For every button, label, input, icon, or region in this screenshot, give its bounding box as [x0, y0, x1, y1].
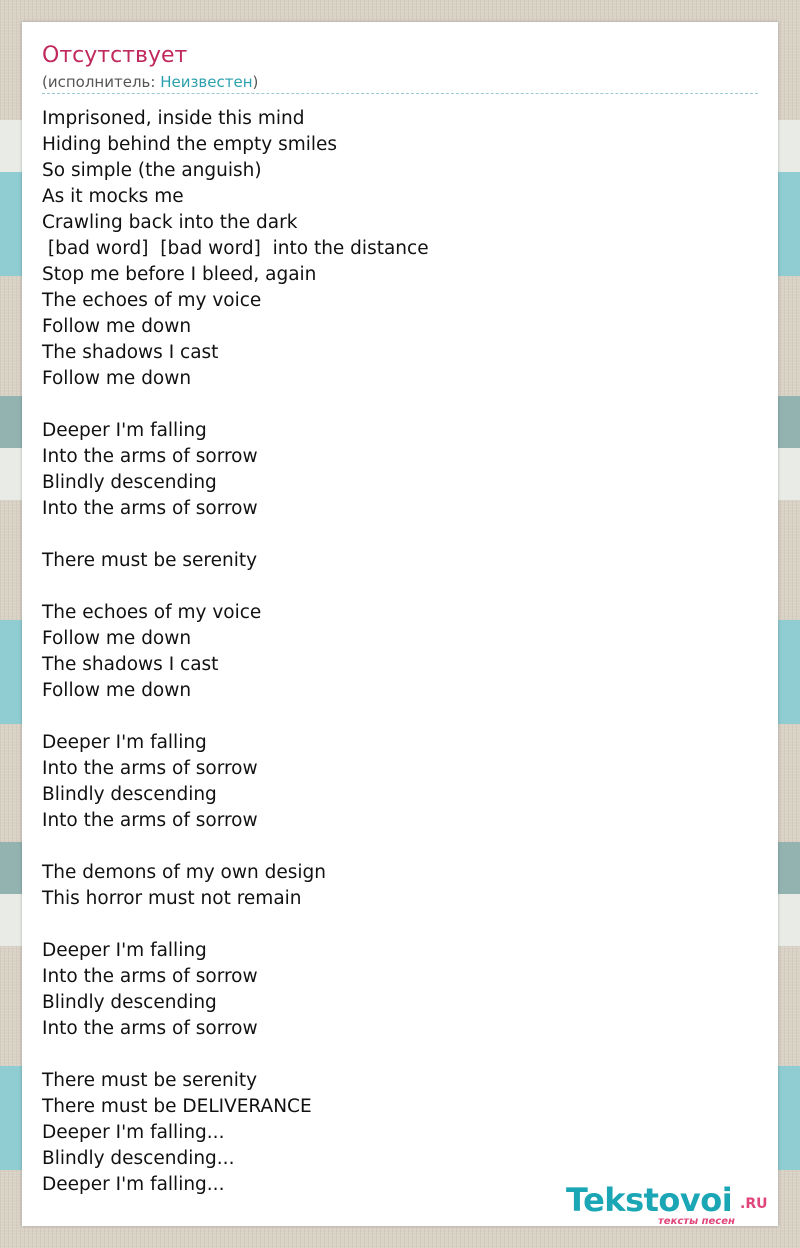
lyric-line: Deeper I'm falling [42, 940, 207, 961]
lyric-line: Into the arms of sorrow [42, 810, 258, 831]
lyric-line: The demons of my own design [42, 862, 326, 883]
lyrics-card [22, 22, 778, 1226]
lyric-line: Crawling back into the dark [42, 212, 298, 233]
lyric-line [42, 912, 758, 938]
artist-link[interactable]: Неизвестен [160, 73, 253, 91]
lyric-line: Into the arms of sorrow [42, 758, 258, 779]
lyric-line [42, 1042, 758, 1068]
lyric-line: Into the arms of sorrow [42, 1018, 258, 1039]
artist-line [42, 72, 258, 92]
lyrics-text [42, 106, 758, 1198]
lyric-line: Follow me down [42, 628, 192, 649]
lyric-line: Follow me down [42, 680, 192, 701]
lyric-line: Into the arms of sorrow [42, 446, 258, 467]
lyric-line: Stop me before I bleed, again [42, 264, 317, 285]
logo-tld: .RU [740, 1196, 768, 1212]
lyric-line: There must be DELIVERANCE [42, 1096, 312, 1117]
lyric-line [42, 392, 758, 418]
artist-prefix: (исполнитель: [42, 73, 161, 91]
lyric-line: Deeper I'm falling... [42, 1174, 225, 1195]
lyric-line: Deeper I'm falling... [42, 1122, 225, 1143]
lyric-line: Follow me down [42, 368, 192, 389]
site-logo[interactable] [566, 1180, 776, 1228]
lyric-line: As it mocks me [42, 186, 184, 207]
lyric-line: So simple (the anguish) [42, 160, 262, 181]
lyric-line: The shadows I cast [42, 342, 219, 363]
lyric-line: Blindly descending [42, 992, 217, 1013]
logo-tagline: тексты песен [658, 1216, 735, 1227]
lyric-line [42, 574, 758, 600]
artist-suffix: ) [252, 73, 259, 91]
lyric-line: There must be serenity [42, 1070, 258, 1091]
song-title: Отсутствует [42, 43, 188, 68]
lyric-line: Deeper I'm falling [42, 732, 207, 753]
lyric-line: The echoes of my voice [42, 602, 262, 623]
lyric-line [42, 834, 758, 860]
lyric-line [42, 704, 758, 730]
lyric-line: Follow me down [42, 316, 192, 337]
lyric-line: Hiding behind the empty smiles [42, 134, 338, 155]
logo-name: Tekstovoi [566, 1181, 733, 1219]
title-divider [42, 93, 758, 94]
lyric-line: Into the arms of sorrow [42, 966, 258, 987]
lyric-line [42, 522, 758, 548]
lyric-line: Blindly descending [42, 784, 217, 805]
lyric-line: Imprisoned, inside this mind [42, 108, 305, 129]
lyric-line: Blindly descending... [42, 1148, 235, 1169]
lyric-line: Blindly descending [42, 472, 217, 493]
lyric-line: [bad word] [bad word] into the distance [42, 238, 429, 259]
lyric-line: The echoes of my voice [42, 290, 262, 311]
lyric-line: There must be serenity [42, 550, 258, 571]
lyric-line: Deeper I'm falling [42, 420, 207, 441]
lyric-line: Into the arms of sorrow [42, 498, 258, 519]
lyric-line: This horror must not remain [42, 888, 302, 909]
lyric-line: The shadows I cast [42, 654, 219, 675]
